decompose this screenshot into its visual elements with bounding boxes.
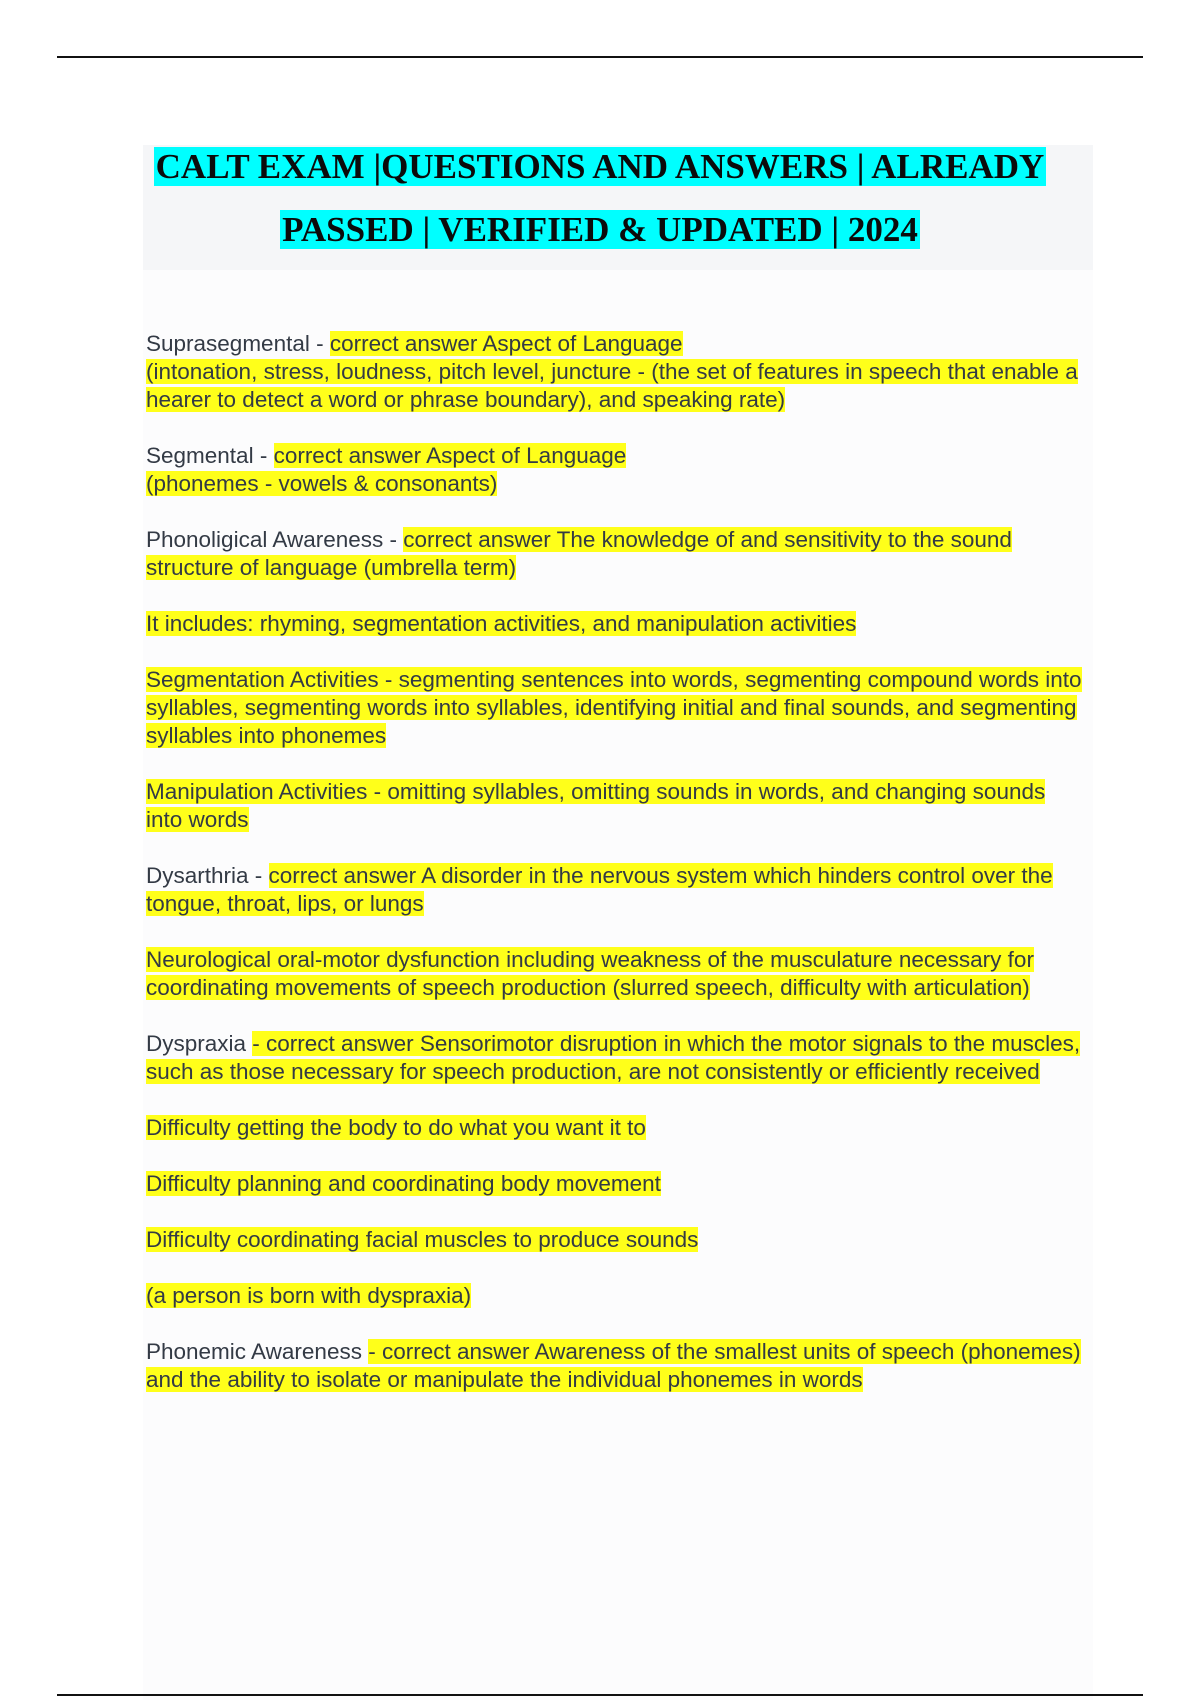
answer: correct answer The knowledge of and sensitivity to the sound structure of language (umbrella term) <box>146 527 1012 580</box>
term: Dyspraxia <box>146 1031 253 1056</box>
qa-entry-phonemic-awareness <box>146 1338 1086 1394</box>
document-title-line-1 <box>0 145 1200 189</box>
note-text: Difficulty planning and coordinating body movement <box>146 1171 661 1196</box>
qa-entry-segmental <box>146 442 1086 498</box>
document-title-line-2 <box>0 208 1200 252</box>
bottom-rule <box>57 1694 1143 1696</box>
qa-note <box>146 1282 1086 1310</box>
note-text: Manipulation Activities - omitting syllables, omitting sounds in words, and changing sounds into words <box>146 779 1046 832</box>
qa-entry-suprasegmental <box>146 330 1086 414</box>
note-text: (a person is born with dyspraxia) <box>146 1283 472 1308</box>
qa-note <box>146 610 1086 638</box>
qa-note <box>146 946 1086 1002</box>
answer: correct answer A disorder in the nervous system which hinders control over the tongue, throat, lips, or lungs <box>146 863 1053 916</box>
title-highlight: PASSED | VERIFIED & UPDATED | 2024 <box>282 210 918 249</box>
note-text: Neurological oral-motor dysfunction including weakness of the musculature necessary for coordinating movements of speech production (slurred speech, difficulty with articulation) <box>146 947 1034 1000</box>
note-text: It includes: rhyming, segmentation activities, and manipulation activities <box>146 611 857 636</box>
answer: - correct answer Sensorimotor disruption in which the motor signals to the muscles, such as those necessary for speech production, are not consistently or efficiently received <box>146 1031 1081 1084</box>
term: Dysarthria - <box>146 863 269 888</box>
top-rule <box>57 56 1143 58</box>
qa-entry-phonological-awareness <box>146 526 1086 582</box>
qa-content <box>146 330 1086 1422</box>
note-text: Segmentation Activities - segmenting sentences into words, segmenting compound words into syllables, segmenting words into syllables, identifying initial and final sounds, and segmenting syllables into phonemes <box>146 667 1082 748</box>
qa-note <box>146 666 1086 750</box>
qa-note <box>146 1226 1086 1254</box>
note-text: Difficulty getting the body to do what you want it to <box>146 1115 646 1140</box>
qa-entry-dysarthria <box>146 862 1086 918</box>
term: Segmental - <box>146 443 274 468</box>
answer-detail: (intonation, stress, loudness, pitch level, juncture - (the set of features in speech that enable a hearer to detect a word or phrase boundary), and speaking rate) <box>146 359 1078 412</box>
answer: - correct answer Awareness of the smallest units of speech (phonemes) and the ability to isolate or manipulate the individual phonemes in words <box>146 1339 1081 1392</box>
qa-note <box>146 1170 1086 1198</box>
term: Phonoligical Awareness - <box>146 527 404 552</box>
answer: correct answer Aspect of Language <box>273 443 627 468</box>
answer-detail: (phonemes - vowels & consonants) <box>146 471 498 496</box>
term: Suprasegmental - <box>146 331 330 356</box>
answer: correct answer Aspect of Language <box>329 331 683 356</box>
term: Phonemic Awareness <box>146 1339 369 1364</box>
title-highlight: CALT EXAM |QUESTIONS AND ANSWERS | ALREADY <box>155 147 1045 186</box>
qa-entry-dyspraxia <box>146 1030 1086 1086</box>
qa-note <box>146 778 1086 834</box>
qa-note <box>146 1114 1086 1142</box>
note-text: Difficulty coordinating facial muscles to produce sounds <box>146 1227 699 1252</box>
